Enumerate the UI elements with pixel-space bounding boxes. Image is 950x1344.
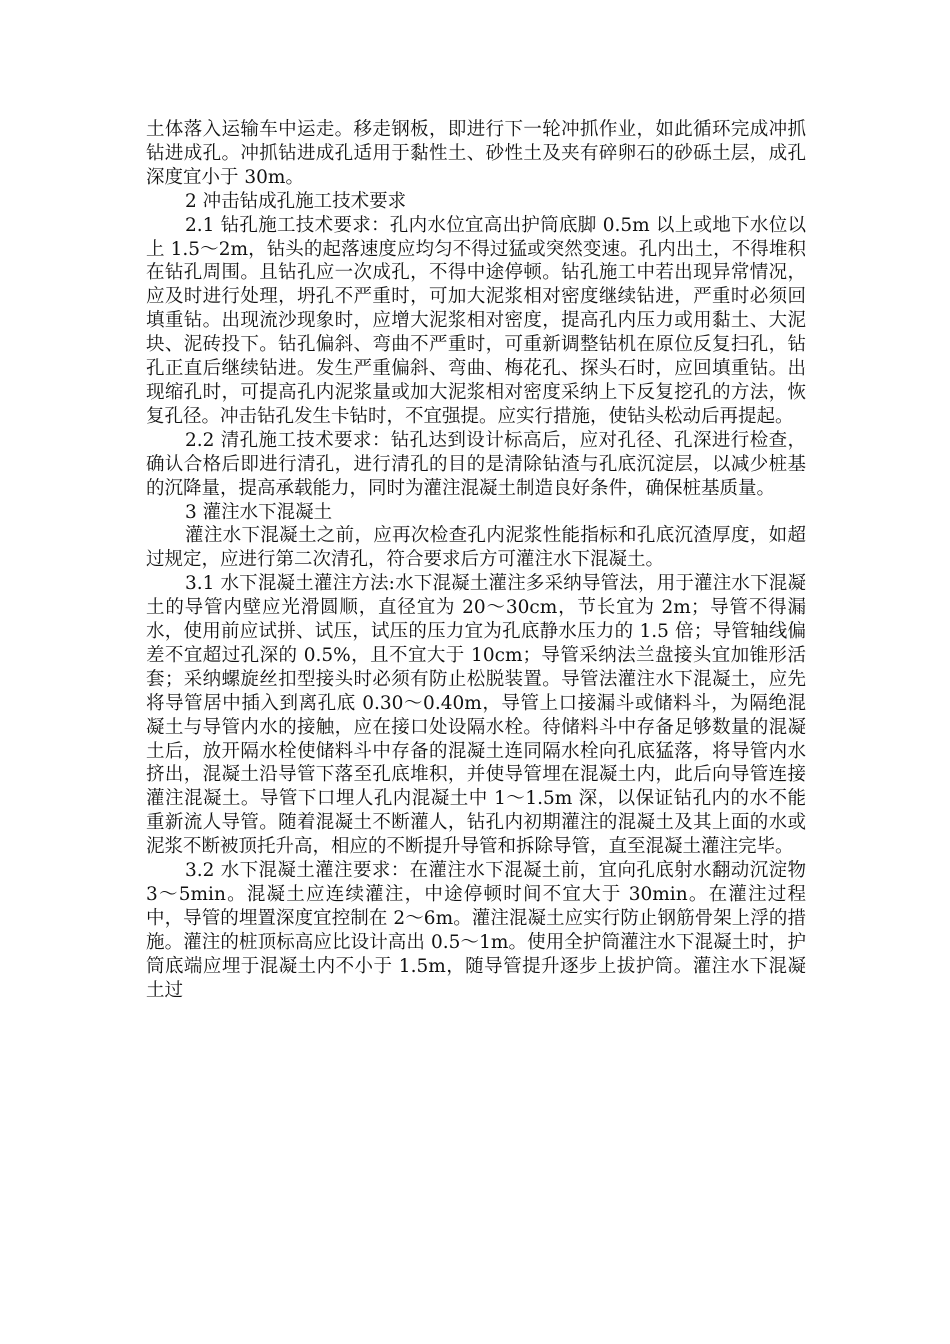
document-body bbox=[146, 118, 806, 1003]
paragraph-3-1: 3.1 水下混凝土灌注方法:水下混凝土灌注多采纳导管法，用于灌注水下混凝土的导管内壁应光滑圆顺，直径宜为 20～30cm，节长宜为 2m；导管不得漏水，使用前应试拼、试压，试压的压力宜为孔底静水压力的 1.5 倍；导管轴线偏差不宜超过孔深的 0.5%，且不宜大于 10cm；导管采纳法兰盘接头宜加锥形活套；采纳螺旋丝扣型接头时必须有防止松脱装置。导管法灌注水下混凝土，应先将导管居中插入到离孔底 0.30～0.40m，导管上口接漏斗或储料斗，为隔绝混凝土与导管内水的接触，应在接口处设隔水栓。待储料斗中存备足够数量的混凝土后，放开隔水栓使储料斗中存备的混凝土连同隔水栓向孔底猛落，将导管内水挤出，混凝土沿导管下落至孔底堆积，并使导管埋在混凝土内，此后向导管连接灌注混凝土。导管下口埋人孔内混凝土中 1～1.5m 深，以保证钻孔内的水不能重新流人导管。随着混凝土不断灌人，钻孔内初期灌注的混凝土及其上面的水或泥浆不断被顶托升高，相应的不断提升导管和拆除导管，直至混凝土灌注完毕。 bbox=[146, 573, 806, 858]
section-heading-3: 3 灌注水下混凝土 bbox=[185, 501, 333, 523]
paragraph-2-2: 2.2 清孔施工技术要求：钻孔达到设计标高后，应对孔径、孔深进行检查，确认合格后即进行清孔，进行清孔的目的是清除钻渣与孔底沉淀层，以减少桩基的沉降量，提高承载能力，同时为灌注混凝土制造良好条件，确保桩基质量。 bbox=[146, 429, 806, 499]
paragraph-3-2: 3.2 水下混凝土灌注要求：在灌注水下混凝土前，宜向孔底射水翻动沉淀物 3～5min。混凝土应连续灌注，中途停顿时间不宜大于 30min。在灌注过程中，导管的埋置深度宜控制在 2～6m。灌注混凝土应实行防止钢筋骨架上浮的措施。灌注的桩顶标高应比设计高出 0.5～1m。使用全护筒灌注水下混凝土时，护筒底端应埋于混凝土内不小于 1.5m，随导管提升逐步上拔护筒。灌注水下混凝土过 bbox=[146, 860, 806, 1001]
paragraph-continued: 土体落入运输车中运走。移走钢板，即进行下一轮冲抓作业，如此循环完成冲抓钻进成孔。冲抓钻进成孔适用于黏性土、砂性土及夹有碎卵石的砂砾土层，成孔深度宜小于 30m。 bbox=[146, 119, 806, 188]
paragraph-2-1: 2.1 钻孔施工技术要求：孔内水位宜高出护筒底脚 0.5m 以上或地下水位以上 1.5～2m，钻头的起落速度应均匀不得过猛或突然变速。孔内出土，不得堆积在钻孔周围。且钻孔应一次成孔，不得中途停顿。钻孔施工中若出现异常情况，应及时进行处理，坍孔不严重时，可加大泥浆相对密度继续钻进，严重时必须回填重钻。出现流沙现象时，应增大泥浆相对密度，提高孔内压力或用黏土、大泥块、泥砖投下。钻孔偏斜、弯曲不严重时，可重新调整钻机在原位反复扫孔，钻孔正直后继续钻进。发生严重偏斜、弯曲、梅花孔、探头石时，应回填重钻。出现缩孔时，可提高孔内泥浆量或加大泥浆相对密度采纳上下反复挖孔的方法，恢复孔径。冲击钻孔发生卡钻时，不宜强提。应实行措施，使钻头松动后再提起。 bbox=[146, 214, 806, 427]
section-heading-2: 2 冲击钻成孔施工技术要求 bbox=[185, 190, 407, 212]
paragraph-3: 灌注水下混凝土之前，应再次检查孔内泥浆性能指标和孔底沉渣厚度，如超过规定，应进行第二次清孔，符合要求后方可灌注水下混凝土。 bbox=[146, 525, 806, 571]
